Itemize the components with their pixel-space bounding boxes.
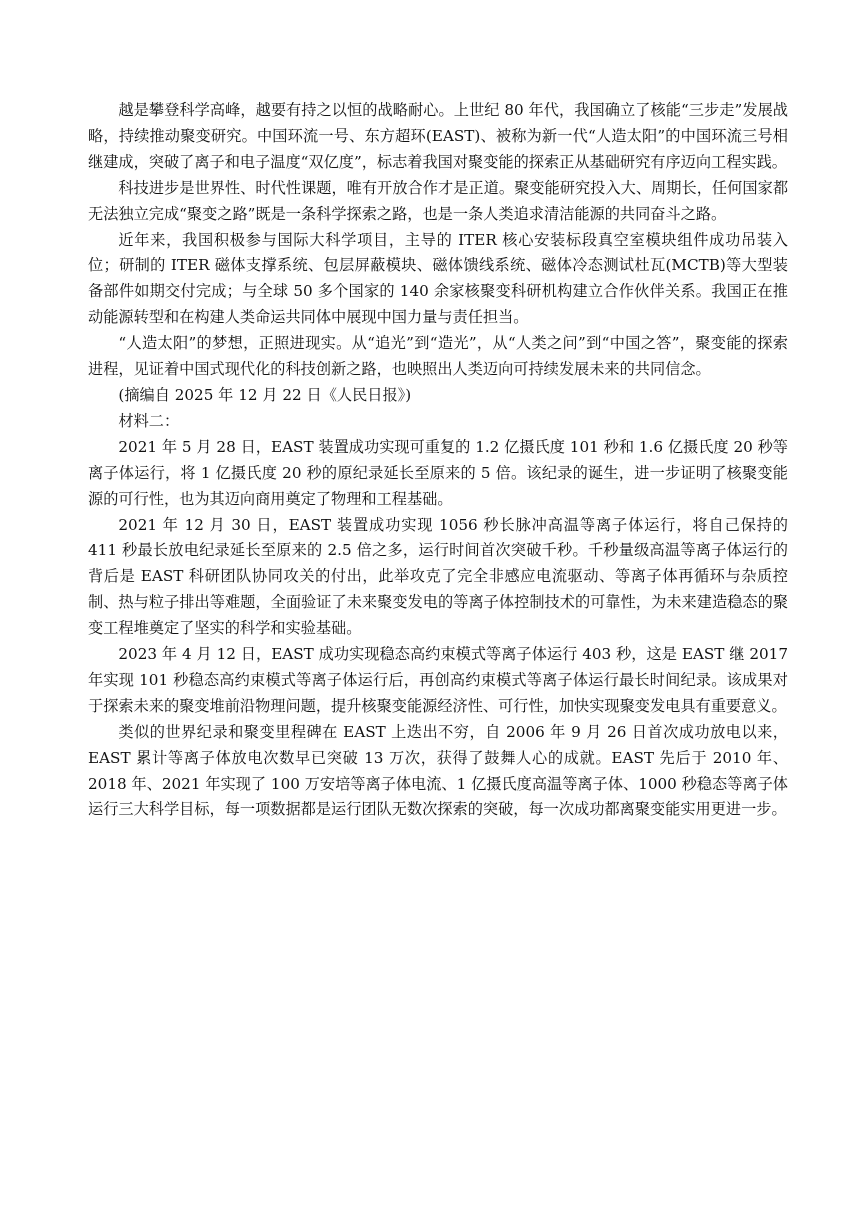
paragraph-strategy: 越是攀登科学高峰，越要有持之以恒的战略耐心。上世纪 80 年代，我国确立了核能“三步走”发展战略，持续推动聚变研究。中国环流一号、东方超环(EAST)、被称为新一代“人造太阳”的中国环流三号相继建成，突破了离子和电子温度“双亿度”，标志着我国对聚变能的探索正从基础研究有序迈向工程实践。 [88,101,788,171]
paragraph-iter-participation: 近年来，我国积极参与国际大科学项目，主导的 ITER 核心安装标段真空室模块组件成功吊装入位；研制的 ITER 磁体支撑系统、包层屏蔽模块、磁体馈线系统、磁体冷态测试杜瓦(MCTB)等大型装备部件如期交付完成；与全球 50 多个国家的 140 余家核聚变科研机构建立合作伙伴关系。我国正在推动能源转型和在构建人类命运共同体中展现中国力量与责任担当。 [88,230,788,327]
paragraph-2023-april: 2023 年 4 月 12 日，EAST 成功实现稳态高约束模式等离子体运行 403 秒，这是 EAST 继 2017 年实现 101 秒稳态高约束模式等离子体运行后，再创高约束模式等离子体运行最长时间纪录。该成果对于探索未来的聚变堆前沿物理问题，提升核聚变能源经济性、可行性，加快实现聚变发电具有重要意义。 [88,645,788,715]
source-citation: (摘编自 2025 年 12 月 22 日《人民日报》) [118,385,412,404]
paragraph-milestones: 类似的世界纪录和聚变里程碑在 EAST 上迭出不穷，自 2006 年 9 月 26 日首次成功放电以来，EAST 累计等离子体放电次数早已突破 13 万次，获得了鼓舞人心的成就。EAST 先后于 2010 年、2018 年、2021 年实现了 100 万安培等离子体电流、1 亿摄氏度高温等离子体、1000 秒稳态等离子体运行三大科学目标，每一项数据都是运行团队无数次探索的突破，每一次成功都离聚变能实用更进一步。 [88,722,788,819]
document-page [88,98,788,823]
paragraph-2021-may: 2021 年 5 月 28 日，EAST 装置成功实现可重复的 1.2 亿摄氏度 101 秒和 1.6 亿摄氏度 20 秒等离子体运行，将 1 亿摄氏度 20 秒的原纪录延长至原来的 5 倍。该纪录的诞生，进一步证明了核聚变能源的可行性，也为其迈向商用奠定了物理和工程基础。 [88,437,788,508]
paragraph-artificial-sun: “人造太阳”的梦想，正照进现实。从“追光”到“造光”，从“人类之问”到“中国之答”，聚变能的探索进程，见证着中国式现代化的科技创新之路，也映照出人类迈向可持续发展未来的共同信念。 [88,334,788,379]
paragraph-2021-december: 2021 年 12 月 30 日，EAST 装置成功实现 1056 秒长脉冲高温等离子体运行，将自己保持的 411 秒最长放电纪录延长至原来的 2.5 倍之多，运行时间首次突破千秒。千秒量级高温等离子体运行的背后是 EAST 科研团队协同攻关的付出，此举攻克了完全非感应电流驱动、等离子体再循环与杂质控制、热与粒子排出等难题，全面验证了未来聚变发电的等离子体控制技术的可靠性，为未来建造稳态的聚变工程堆奠定了坚实的科学和实验基础。 [88,515,788,638]
paragraph-cooperation: 科技进步是世界性、时代性课题，唯有开放合作才是正道。聚变能研究投入大、周期长，任何国家都无法独立完成“聚变之路”既是一条科学探索之路，也是一条人类追求清洁能源的共同奋斗之路。 [88,178,788,223]
material-two-heading: 材料二： [118,411,180,430]
